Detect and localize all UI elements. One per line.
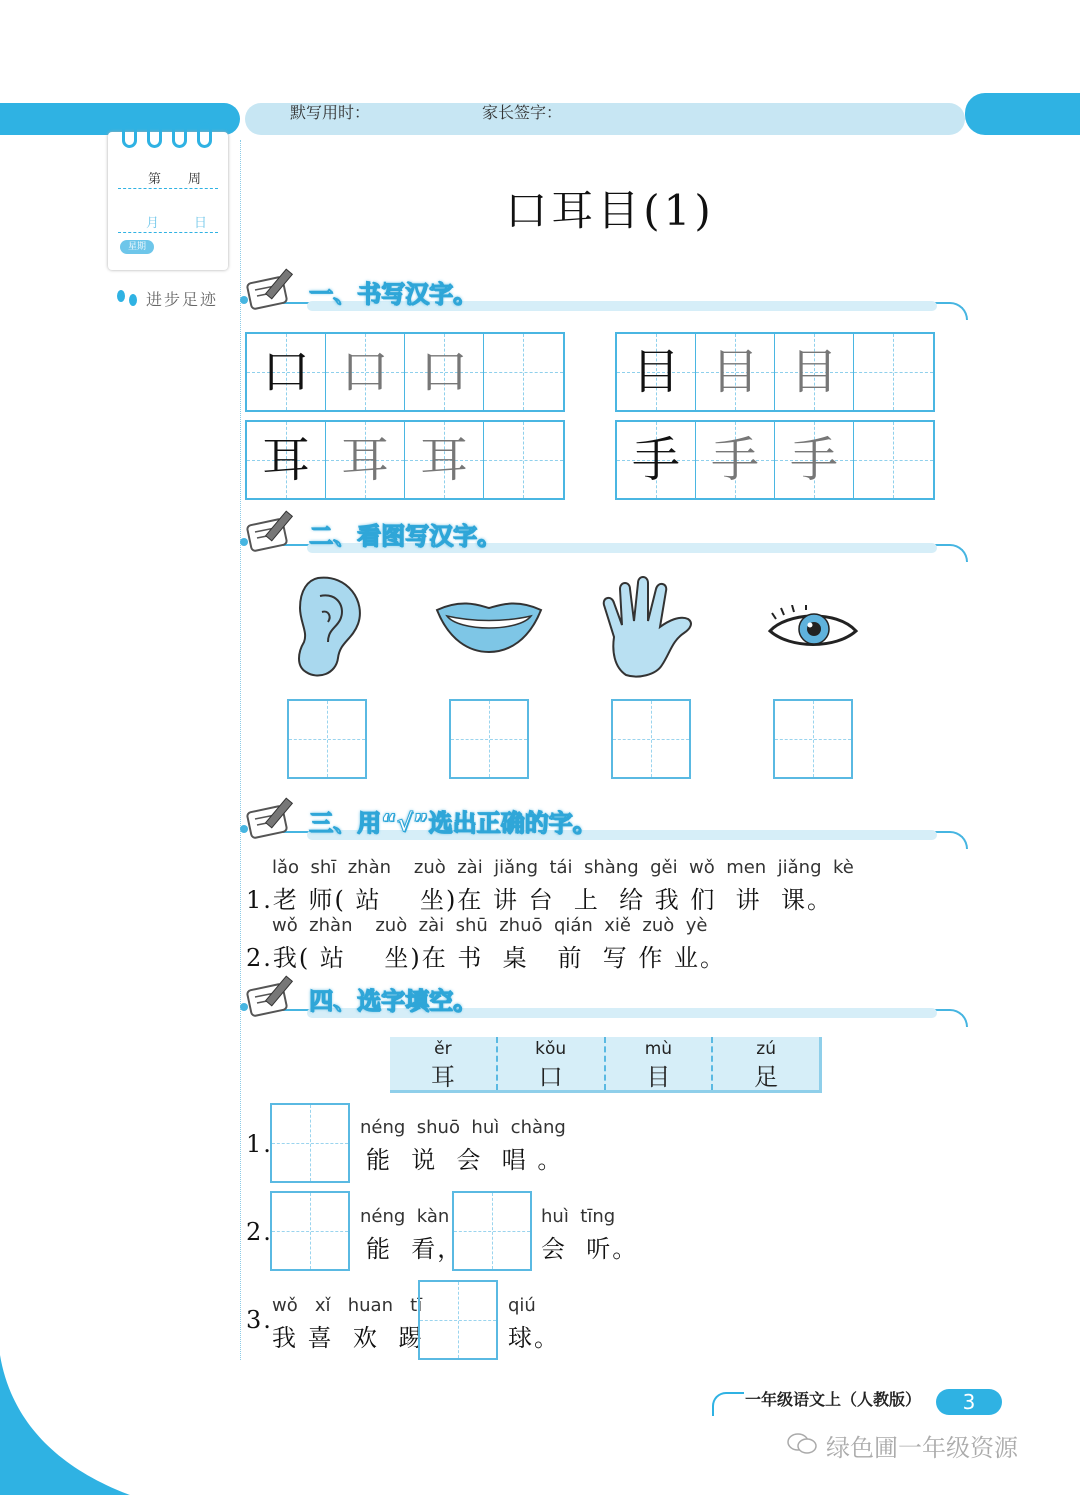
page-number: 3 (936, 1389, 1002, 1415)
sentence-1-text: 1.老 师( 站 坐)在 讲 台 上 给 我 们 讲 课。 (246, 886, 833, 914)
grid-cell: 目 (617, 334, 696, 410)
question-3-pinyin-a: wǒ xǐ huan tī (272, 1295, 423, 1316)
section-header-3 (243, 795, 968, 845)
footprint-icon (113, 288, 143, 308)
question-2-pinyin-a: néng kàn (360, 1206, 450, 1227)
grid-cell: 目 (696, 334, 775, 410)
section-header-4 (243, 973, 968, 1023)
grid-cell: 耳 (247, 422, 326, 498)
fill-box-1[interactable] (270, 1103, 350, 1183)
ring-icon (147, 122, 162, 148)
ring-icon (172, 122, 187, 148)
grid-cell-empty[interactable] (854, 334, 933, 410)
eye-image (766, 605, 860, 653)
section-title-2: 二、看图写汉字。 (309, 522, 501, 550)
weekday-badge: 星期 (120, 240, 154, 254)
ring-icon (197, 122, 212, 148)
sentence-2-pinyin: wǒ zhàn zuò zài shū zhuō qián xiě zuò yè (272, 915, 708, 936)
month-label: 月 (146, 216, 160, 231)
answer-box-eye[interactable] (773, 699, 853, 779)
question-1-text: 能 说 会 唱 。 (366, 1146, 564, 1174)
writing-grid-mu (615, 332, 935, 412)
choice-kou: kǒu 口 (496, 1037, 604, 1090)
grid-cell: 目 (775, 334, 854, 410)
fill-box-3[interactable] (418, 1280, 498, 1360)
parent-signature-label: 家长签字： (482, 103, 563, 122)
choice-zu: zú 足 (711, 1037, 819, 1090)
question-2-text-b: 会 听。 (541, 1235, 639, 1263)
pencil-note-icon (245, 973, 305, 1017)
mouth-image (433, 600, 545, 655)
section-header-1 (243, 266, 968, 316)
answer-box-hand[interactable] (611, 699, 691, 779)
watermark-text: 绿色圃一年级资源 (826, 1434, 1018, 1462)
grid-cell: 耳 (326, 422, 405, 498)
wechat-icon (786, 1432, 818, 1454)
margin-line (240, 140, 241, 1360)
question-3-pinyin-b: qiú (508, 1295, 536, 1316)
section-header-2 (243, 508, 968, 558)
question-3-number: 3. (246, 1306, 273, 1334)
question-2-text-a: 能 看， (366, 1235, 464, 1263)
section-title-1: 一、书写汉字。 (309, 280, 477, 308)
choice-table (390, 1037, 822, 1093)
question-2-number: 2. (246, 1218, 273, 1246)
pencil-note-icon (245, 508, 305, 552)
header-band-right (965, 93, 1080, 135)
section-title-4: 四、选字填空。 (309, 987, 477, 1015)
grid-cell: 手 (617, 422, 696, 498)
sentence-2-text: 2.我( 站 坐)在 书 桌 前 写 作 业。 (246, 944, 727, 972)
answer-box-ear[interactable] (287, 699, 367, 779)
fill-box-2a[interactable] (270, 1191, 350, 1271)
fill-box-2b[interactable] (452, 1191, 532, 1271)
week-prefix: 第 (148, 172, 162, 187)
dictation-time-label: 默写用时： (290, 103, 371, 122)
grid-cell-empty[interactable] (854, 422, 933, 498)
grid-cell: 口 (326, 334, 405, 410)
pencil-note-icon (245, 795, 305, 839)
footer-arc (712, 1392, 744, 1416)
choice-mu: mù 目 (604, 1037, 712, 1090)
day-label: 日 (194, 216, 208, 231)
grid-cell: 口 (247, 334, 326, 410)
grid-cell-empty[interactable] (484, 334, 563, 410)
hand-image (596, 575, 706, 680)
question-1-pinyin: néng shuō huì chàng (360, 1117, 566, 1138)
ring-icon (122, 122, 137, 148)
week-suffix: 周 (188, 172, 202, 187)
question-2-pinyin-b: huì tīng (541, 1206, 616, 1227)
grid-cell: 手 (696, 422, 775, 498)
question-1-number: 1. (246, 1130, 273, 1158)
answer-box-mouth[interactable] (449, 699, 529, 779)
ear-image (288, 572, 368, 682)
section-title-3: 三、用“√”选出正确的字。 (309, 809, 597, 837)
question-3-text-b: 球。 (508, 1324, 560, 1352)
grid-cell: 口 (405, 334, 484, 410)
writing-grid-kou (245, 332, 565, 412)
progress-label: 进步足迹 (146, 290, 219, 309)
grid-cell-empty[interactable] (484, 422, 563, 498)
choice-er: ěr 耳 (430, 1039, 455, 1091)
corner-decoration (0, 1355, 130, 1495)
pencil-note-icon (245, 266, 305, 310)
writing-grid-er (245, 420, 565, 500)
question-3-text-a: 我 喜 欢 踢 (272, 1324, 425, 1352)
writing-grid-shou (615, 420, 935, 500)
grid-cell: 手 (775, 422, 854, 498)
page-title: 口耳目(1) (505, 186, 715, 235)
sentence-1-pinyin: lǎo shī zhàn zuò zài jiǎng tái shàng gěi wǒ men jiǎng kè (272, 857, 854, 878)
grid-cell: 耳 (405, 422, 484, 498)
book-title: 一年级语文上（人教版） (745, 1390, 922, 1409)
